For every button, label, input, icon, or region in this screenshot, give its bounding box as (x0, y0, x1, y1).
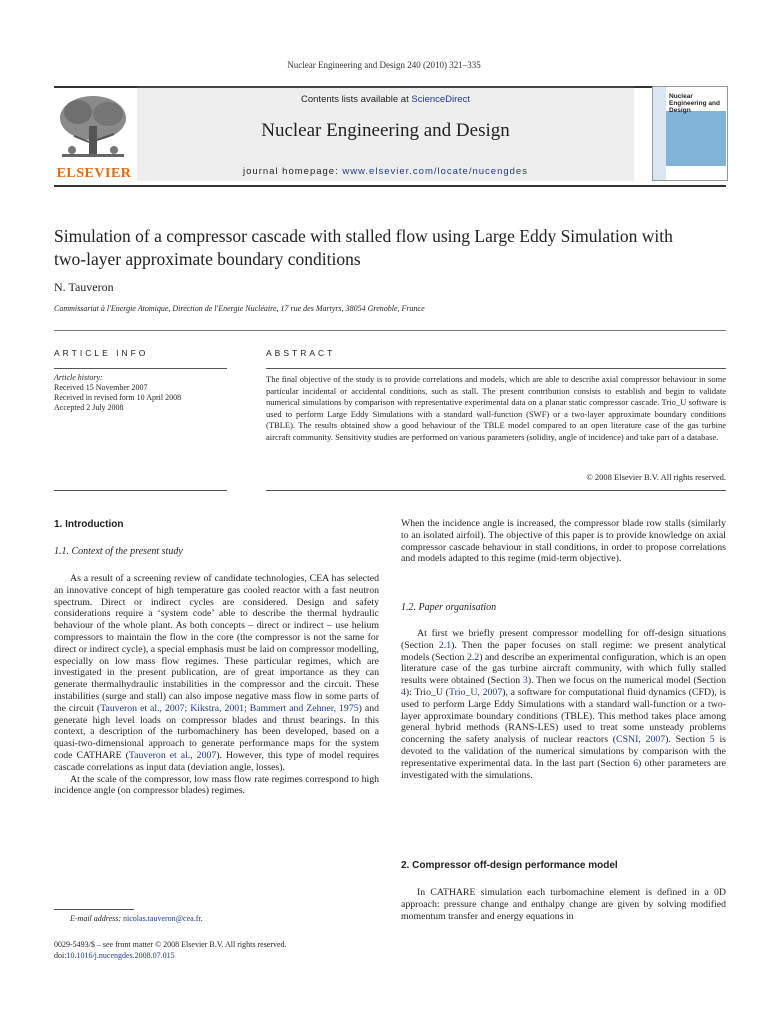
text-span: ). Section (665, 734, 710, 746)
text-span: ) and describe an experimental configuration, which is an open literature case of the gas turbine aircraft community, with which fully stalled results were obtained (Section (401, 651, 726, 687)
section-2-paragraph: In CATHARE simulation each turbomachine element is defined in a 0D approach: pressure change and enthalpy change are given by solving modified momentum transfer and energy equations in (401, 887, 726, 922)
left-column-text (54, 573, 379, 797)
received-date: Received 15 November 2007 (54, 383, 148, 392)
article-history (54, 373, 229, 413)
text-span: As a result of a screening review of candidate technologies, CEA has selected an innovative concept of high temperature gas cooled reactor with a fast neutron spectrum. Direct or indirect cycles are considered. Design and safety considerations require a ‘system code’ able to describe the thermal hydraulic behaviour of the whole plant. As both concepts – direct or indirect – use helium compressors to maintain the flow in the core (the compressor is not the same for direct or indirect cycle), a special emphasis must be laid on compressor modelling, especially on low mass flow regimes. These particular regimes, which are investigated in the present publication, are of great importance as they can generate thermalhydraulic instabilities in the compressor and the circuit. These instabilities (surge and stall) can also impose negative mass flow in some parts of the circuit ( (54, 573, 379, 714)
doi-line (54, 950, 287, 961)
section-2-heading: 2. Compressor off-design performance model (401, 860, 618, 871)
right-paragraph-1: When the incidence angle is increased, the compressor blade row stalls (similarly to an isolated airfoil). The objective of this paper is to provide knowledge on axial compressor cascade behaviour in stall conditions, in order to propose correlations and models adapted to this regime (mid-term objective). (401, 518, 726, 565)
footnote-rule (54, 909, 134, 910)
accepted-date: Accepted 2 July 2008 (54, 403, 124, 412)
intro-paragraph-1 (54, 573, 379, 774)
text-span: ). Then we focus on the numerical model (Section (527, 675, 726, 687)
author-name: N. Tauveron (54, 280, 114, 294)
intro-paragraph-2: At the scale of the compressor, low mass flow rate regimes correspond to high incidence angle (on compressor blades) regimes. (54, 773, 379, 797)
header-bottom-rule (54, 185, 726, 187)
section-link[interactable]: 2.1 (438, 639, 452, 651)
homepage-link[interactable]: www.elsevier.com/locate/nucengdes (342, 166, 528, 177)
citation-link[interactable]: Tauveron et al., 2007 (128, 749, 217, 761)
right-column-text (401, 518, 726, 565)
text-span: ) and generate high level loads on compressor blades and thrust bearings. In this context, a description of the turbomachinery has been developed, based on a quasi-two-dimensional approach to generate performance maps for the system code CATHARE ( (54, 702, 380, 761)
citation-link[interactable]: Trio_U, 2007 (448, 686, 503, 698)
subsection-1-2-heading: 1.2. Paper organisation (401, 602, 497, 613)
section-2-text (401, 887, 726, 922)
doi-prefix: doi: (54, 951, 67, 960)
affiliation: Commissariat à l'Energie Atomique, Direction de l'Energie Nucléaire, 17 rue des Martyrs, 38054 Grenoble, France (54, 304, 425, 313)
text-span: ). Then the paper focuses on stall regime: we present analytical models (Section (401, 639, 726, 663)
text-span: ), a software for computational fluid dynamics (CFD), is used to perform Large Eddy Simulations with a standard wall-function or a two-layer approximate boundary conditions (TBLE). This method takes place among general hybrid methods (RANS-LES) used to treat some unsteady problems concerning the safety analysis of nuclear reactors ( (401, 686, 726, 746)
homepage-line (137, 166, 634, 177)
section-link[interactable]: 4 (401, 686, 406, 698)
journal-reference: Nuclear Engineering and Design 240 (2010) 321–335 (287, 60, 481, 70)
email-footnote (70, 914, 203, 923)
text-span: is devoted to the validation of the numerical simulations by comparison with the representative experimental data. In the last part (Section (401, 734, 726, 769)
article-info-bottom-rule (54, 490, 227, 491)
section-link[interactable]: 3 (522, 675, 528, 687)
email-link[interactable]: nicolas.tauveron@cea.fr (123, 914, 201, 923)
subsection-1-1-heading: 1.1. Context of the present study (54, 546, 183, 557)
title-rule (54, 330, 726, 331)
issn-block (54, 939, 287, 961)
abstract-bottom-rule (266, 490, 726, 491)
abstract-rule (266, 368, 726, 369)
history-label: Article history: (54, 373, 103, 382)
citation-link[interactable]: Tauveron et al., 2007; Kikstra, 2001; Bammert and Zehner, 1975 (100, 702, 359, 714)
revised-date: Received in revised form 10 April 2008 (54, 393, 182, 402)
text-span: ): Trio_U ( (405, 686, 449, 698)
text-span: ) other parameters are investigated with the simulations. (401, 757, 726, 781)
journal-cover (652, 86, 728, 181)
article-info-rule (54, 368, 227, 369)
citation-link[interactable]: CSNI, 2007 (616, 734, 666, 746)
contents-prefix: Contents lists available at (301, 94, 412, 105)
contents-line (137, 94, 634, 105)
text-span: ). However, this type of model requires cascade correlations as input data (deviation angle, losses). (54, 749, 379, 773)
journal-title: Nuclear Engineering and Design (261, 120, 510, 141)
section-link[interactable]: 2.2 (466, 651, 480, 663)
organisation-paragraph (401, 628, 726, 781)
email-suffix: . (200, 914, 203, 923)
section-link[interactable]: 5 (709, 734, 715, 746)
abstract-text: The final objective of the study is to provide correlations and models, which are able to describe axial compressor behaviour in some particular incidental or accidental conditions, such as stall. The present contribution consists to establish and begin to validate numerical simulations by comparison with representative experimental data on a planar static compressor cascade. Trio_U software is used to perform Large Eddy Simulations with a standard wall-function (SWF) or a two-layer approximate boundary conditions (TBLE). The results obtained show a good behaviour of the TBLE model compared to an open literature case of the gas turbine aircraft community. Sensitivity studies are performed on various parameters (solidity, angle of incidence) and take part of a database. (266, 374, 726, 442)
homepage-prefix: journal homepage: (243, 166, 343, 177)
elsevier-wordmark: ELSEVIER (56, 166, 132, 181)
cover-title: Nuclear Engineering and Design (669, 93, 720, 114)
paper-title: Simulation of a compressor cascade with stalled flow using Large Eddy Simulation with two-layer approximate boundary conditions (54, 226, 673, 269)
text-span: At first we briefly present compressor modelling for off-design situations (Section (401, 628, 726, 651)
introduction-heading: 1. Introduction (54, 519, 124, 530)
cover-side-stripe (653, 87, 666, 180)
article-info-heading: ARTICLE INFO (54, 348, 149, 358)
abstract-heading: ABSTRACT (266, 348, 336, 358)
sciencedirect-link[interactable]: ScienceDirect (411, 94, 470, 105)
paper-organisation-text (401, 628, 726, 781)
issn-line: 0029-5493/$ – see front matter © 2008 Elsevier B.V. All rights reserved. (54, 940, 287, 949)
doi-link[interactable]: 10.1016/j.nucengdes.2008.07.015 (66, 951, 175, 960)
section-link[interactable]: 6 (633, 757, 639, 769)
abstract-copyright: © 2008 Elsevier B.V. All rights reserved. (586, 472, 726, 482)
email-label: E-mail address: (70, 914, 122, 923)
